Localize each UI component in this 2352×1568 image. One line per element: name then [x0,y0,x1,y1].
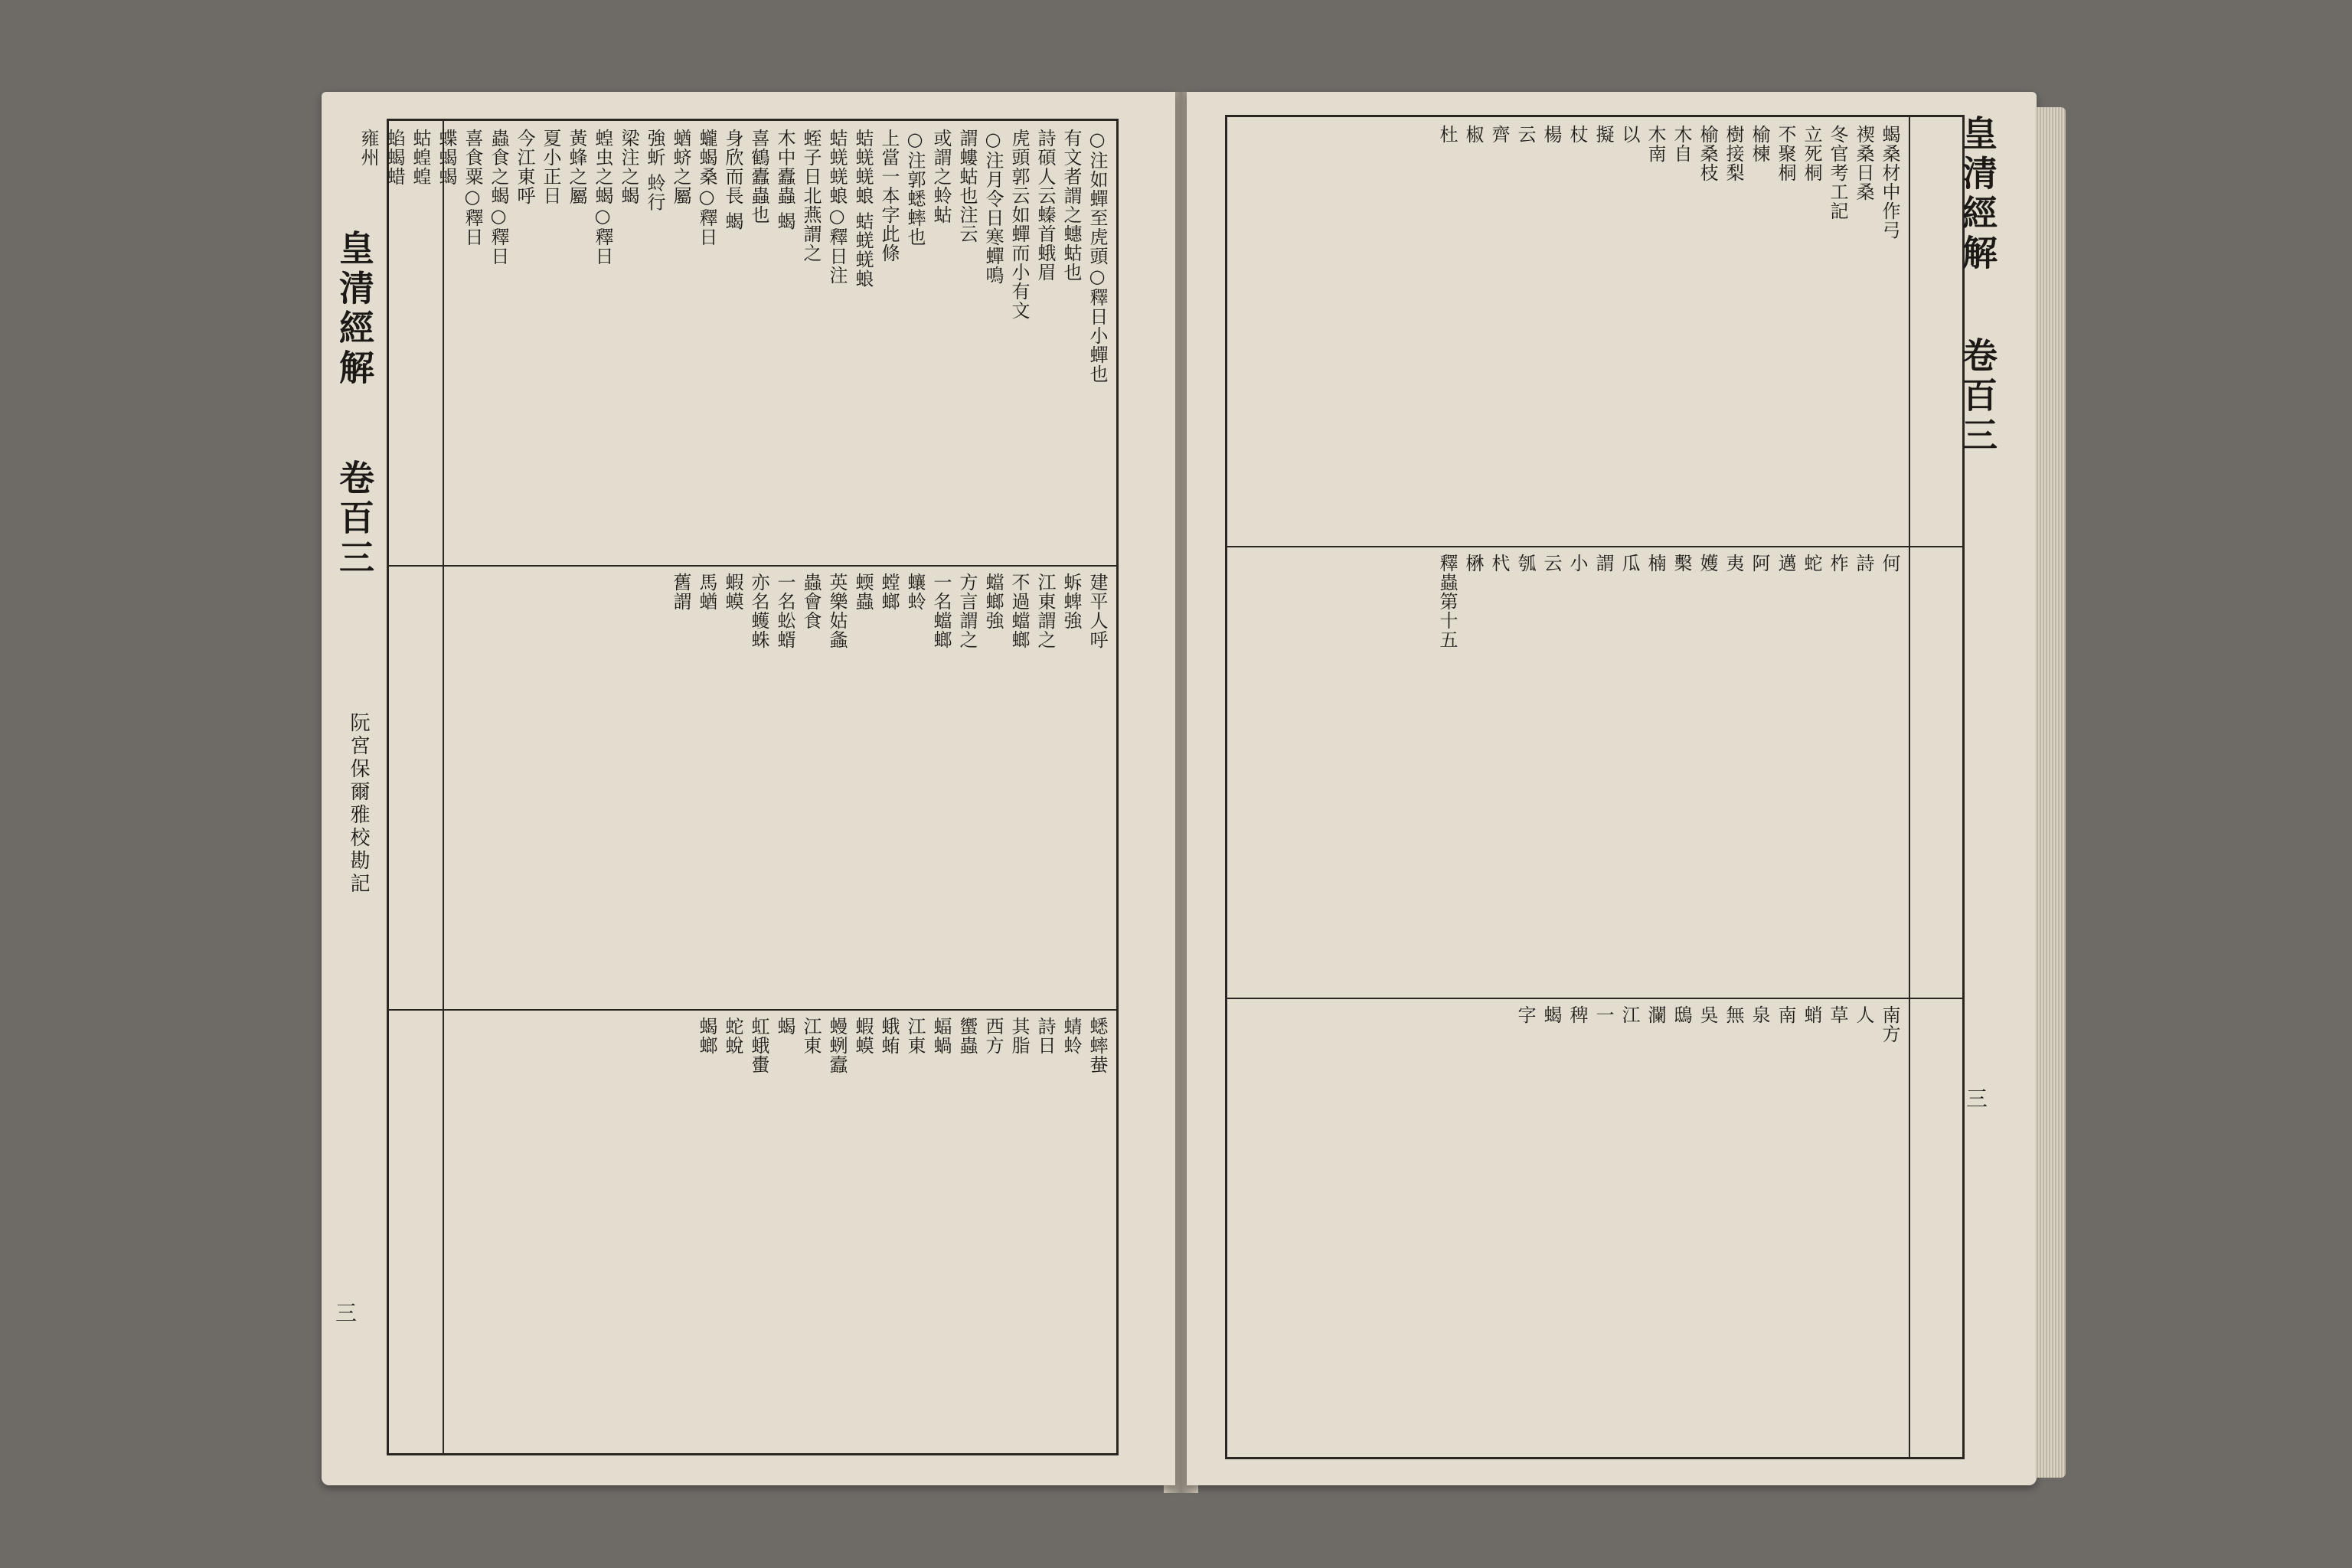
left-lower-column: 蝦蟆 [852,1017,874,1055]
right-lower-text [1235,1005,1901,1449]
right-upper-column: 楊 [1540,125,1562,144]
left-middle-column: 一名蟷螂 [930,573,952,649]
open-book [322,92,2037,1501]
left-middle-column: 馬蝤 [696,573,717,611]
right-middle-column: 楠 [1645,554,1666,573]
left-lower-column: 詩日 [1034,1017,1056,1055]
left-middle-column: 蝦蟆 [722,573,743,611]
right-upper-column: 齊 [1488,125,1510,144]
left-lower-column: 其脂 [1008,1017,1030,1055]
right-lower-column: 南方 [1879,1005,1900,1044]
right-upper-column: 杖 [1566,125,1588,144]
right-lower-column: 草 [1827,1005,1848,1024]
left-colophon: 阮宮保爾雅校勘記 [347,712,370,896]
left-middle-column: 不過蟷螂 [1008,573,1030,649]
left-upper-column: ○注如蟬至虎頭○釋日小蟬也 [1086,129,1108,384]
left-upper-column: 夏小正日 [540,129,561,205]
right-upper-column: 禊桑日桑 [1853,125,1874,201]
right-lower-column: 泉 [1749,1005,1770,1024]
left-middle-column: 蟷螂強 [982,573,1004,630]
right-middle-column: 蛇 [1801,554,1822,573]
right-middle-column: 杙 [1488,554,1510,573]
left-lower-column: 蝠蝸 [930,1017,952,1055]
right-lower-column: 蝎 [1540,1005,1562,1024]
left-upper-column: 蠬蝎桑○釋日 [696,129,717,247]
right-middle-column: 云 [1540,554,1562,573]
left-lower-column: 虹蛾蟗 [748,1017,769,1074]
left-upper-column: 喜食粟○釋日 [462,129,483,247]
left-lower-column: 蛾蛕 [878,1017,900,1055]
right-middle-column: 嬳 [1697,554,1718,573]
left-upper-column: 蝤蛴之屬 [670,129,691,205]
page-stack-edge [2035,107,2066,1478]
left-folio: 三 [332,1302,358,1323]
left-upper-column: 或謂之蛉蛄 [930,129,952,224]
right-upper-column: 擬 [1592,125,1614,144]
right-upper-column: 冬官考工記 [1827,125,1848,220]
left-upper-column: 詩碩人云螓首蛾眉 [1034,129,1056,282]
left-middle-column: 蟲會食 [800,573,822,630]
right-middle-column: 謂 [1592,554,1614,573]
left-middle-column: 一名蚣蝑 [774,573,795,649]
left-volume-label: 卷百三 [334,459,375,579]
right-running-title: 皇清經解 [1957,115,1998,274]
right-middle-column: 釋蟲第十五 [1436,554,1458,649]
right-page-frame [1225,115,1965,1459]
left-middle-column: 方言謂之 [956,573,978,649]
right-register-divider-1 [1227,546,1962,547]
left-lower-column: 蟃蛚蠧 [826,1017,848,1074]
right-banxin-line [1909,117,1910,1457]
left-lower-column: 蜻蛉 [1060,1017,1082,1055]
left-upper-column: ○注月令日寒蟬鳴 [982,129,1004,285]
right-middle-column: 詩 [1853,554,1874,573]
right-lower-column: 一 [1592,1005,1614,1024]
right-lower-column: 南 [1775,1005,1796,1024]
right-lower-column: 人 [1853,1005,1874,1024]
right-upper-column: 木自 [1671,125,1692,163]
left-upper-column: 木中蠹蟲 蝎 [774,129,795,231]
left-upper-column: 蛣蜣蜣蜋 蛣蜣蜣蜋 [852,129,874,289]
left-upper-column: 黃蜂之屬 [566,129,587,205]
right-middle-column: 柞 [1827,554,1848,573]
left-middle-column: 蠰蛉 [904,573,926,611]
right-middle-column: 阿 [1749,554,1770,573]
left-lower-column: 蛇蛻 [722,1017,743,1055]
right-lower-column: 江 [1619,1005,1640,1024]
left-middle-column: 蚸蜱強 [1060,573,1082,630]
right-upper-column: 蝎桑材中作弓 [1879,125,1900,240]
left-middle-column: 建平人呼 [1086,573,1108,649]
right-lower-column: 瀾 [1645,1005,1666,1024]
left-lower-column: 蝎 [774,1017,795,1036]
right-middle-column: 檕 [1671,554,1692,573]
left-upper-column: 蛄蝗蝗 [410,129,431,186]
right-middle-column: 夷 [1723,554,1744,573]
right-upper-text [1235,125,1901,538]
left-middle-column: 蝡蟲 [852,573,874,611]
left-upper-column: 蝗虫之蝎○釋日 [592,129,613,266]
right-upper-column: 榆桑枝 [1697,125,1718,182]
left-upper-column: 雍州 [358,129,379,167]
left-upper-column: 蛭子日北燕謂之 [800,129,822,263]
right-upper-column: 立死桐 [1801,125,1822,182]
right-page [1187,92,2037,1485]
right-lower-column: 稗 [1566,1005,1588,1024]
left-upper-column: 虎頭郭云如蟬而小有文 [1008,129,1030,320]
right-lower-column: 吳 [1697,1005,1718,1024]
left-lower-column: 西方 [982,1017,1004,1055]
right-middle-text [1235,554,1901,990]
right-folio: 三 [1963,1087,1988,1109]
left-register-divider-1 [389,565,1116,567]
left-middle-text [450,573,1109,1001]
right-upper-column: 不聚桐 [1775,125,1796,182]
left-upper-column: ○注郭蟋蟀也 [904,129,926,247]
right-register-divider-2 [1227,998,1962,999]
right-upper-column: 云 [1514,125,1536,144]
left-upper-column: 梁注之蝎 [618,129,639,205]
left-middle-column: 舊謂 [670,573,691,611]
right-upper-column: 木南 [1645,125,1666,163]
right-lower-column: 鴟 [1671,1005,1692,1024]
right-volume-label: 卷百三 [1957,337,1998,456]
right-lower-column: 無 [1723,1005,1744,1024]
right-middle-column: 楙 [1462,554,1484,573]
left-middle-column: 螳螂 [878,573,900,611]
left-lower-column: 蝎螂 [696,1017,717,1055]
right-middle-column: 瓠 [1514,554,1536,573]
left-lower-column: 江東 [904,1017,926,1055]
left-upper-column: 身欣而長 蝎 [722,129,743,231]
right-upper-column: 椒 [1462,125,1484,144]
left-upper-column: 蛣蜣蜣蜋○釋日注 [826,129,848,285]
left-upper-column: 有文者謂之蟪蛄也 [1060,129,1082,282]
left-upper-column: 強蚚 蛉行 [644,129,665,212]
left-page [322,92,1175,1485]
right-middle-column: 何 [1879,554,1900,573]
left-upper-column: 蟲食之蝎○釋日 [488,129,509,266]
left-upper-column: 今江東呼 [514,129,535,205]
left-middle-column: 亦名蠖蛛 [748,573,769,649]
right-middle-column: 邁 [1775,554,1796,573]
left-running-title: 皇清經解 [334,230,375,389]
left-upper-column: 謂螻蛄也注云 [956,129,978,243]
left-lower-column: 江東 [800,1017,822,1055]
left-lower-column: 蠁蟲 [956,1017,978,1055]
right-upper-column: 榆楝 [1749,125,1770,163]
right-middle-column: 小 [1566,554,1588,573]
right-lower-column: 字 [1514,1005,1536,1024]
right-lower-column: 蛸 [1801,1005,1822,1024]
right-upper-column: 樹接梨 [1723,125,1744,182]
left-lower-column: 蟋蟀蛬 [1086,1017,1108,1074]
left-upper-column: 蜭蝎蜡 [384,129,405,186]
left-middle-column: 英樂姑螽 [826,573,848,649]
right-middle-column: 瓜 [1619,554,1640,573]
right-upper-column: 杜 [1436,125,1458,144]
left-upper-column: 喜鶴蠹蟲也 [748,129,769,224]
left-register-divider-2 [389,1009,1116,1011]
right-upper-column: 以 [1619,125,1640,144]
left-upper-column: 蝶蝎蝎 [436,129,457,186]
left-upper-column: 上當一本字此條 [878,129,900,263]
left-upper-text [358,129,1109,557]
left-lower-text [450,1017,1109,1446]
left-middle-column: 江東謂之 [1034,573,1056,649]
